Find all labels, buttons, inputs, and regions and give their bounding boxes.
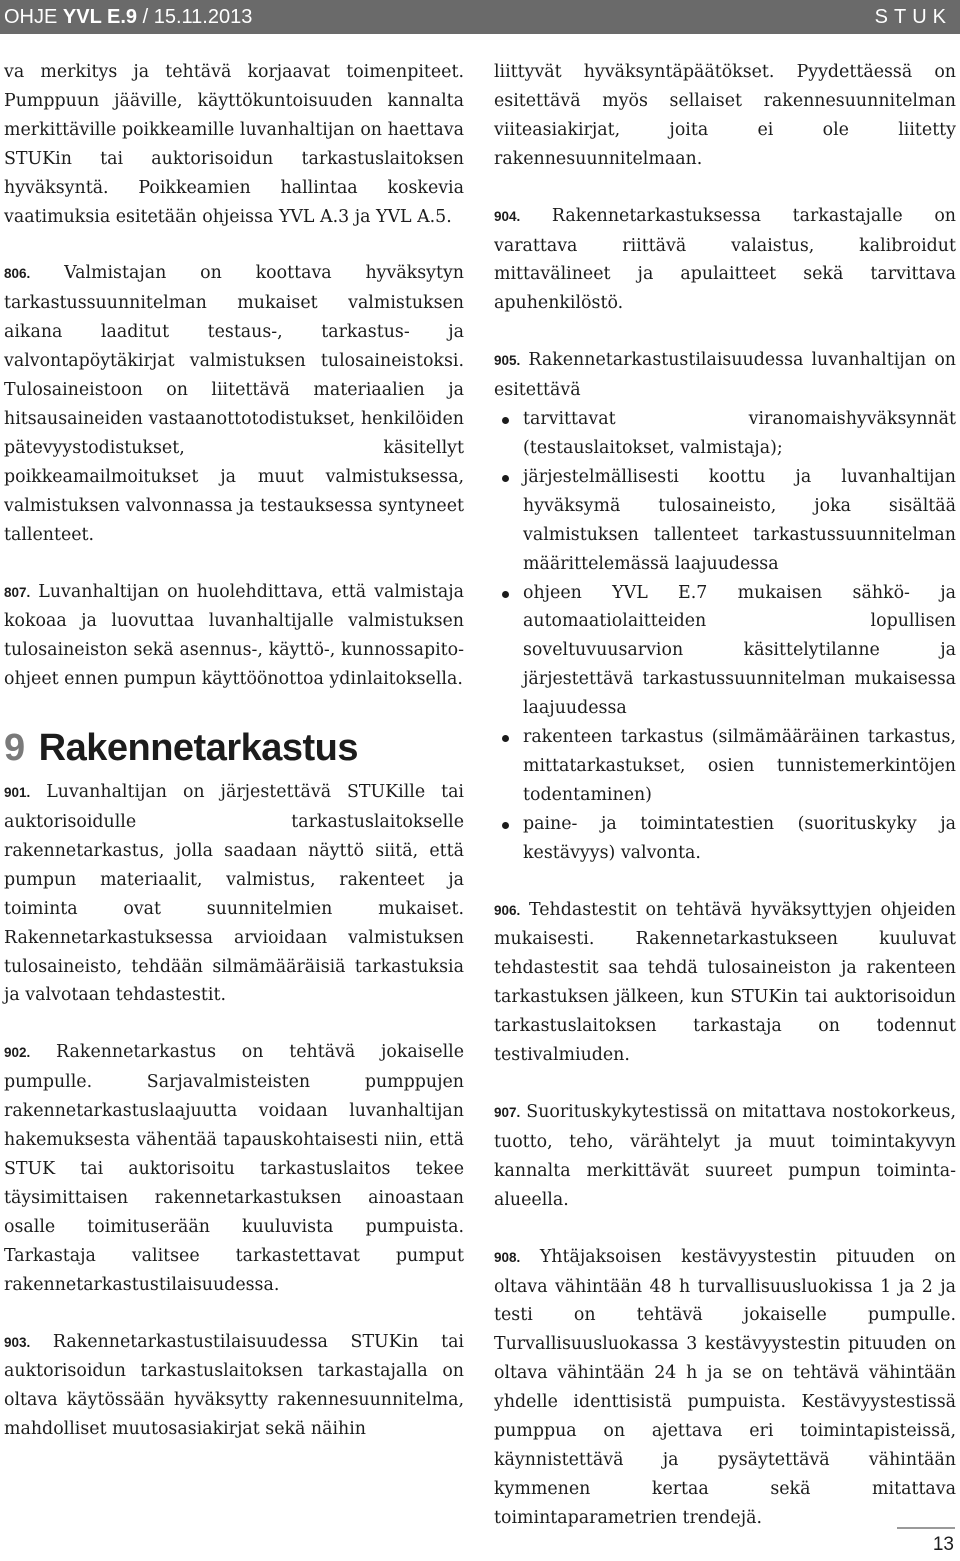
paragraph-text: Luvanhaltijan on huolehdittava, että valmistaja kokoaa ja luovuttaa luvanhaltijalle valmistuksen tulosaineiston sekä asennus-, käyttö-, kunnossapito-ohjeet ennen pumpun käyttöönottoa ydinlaitoksella. [4,581,464,690]
requirements-list [494,405,956,868]
section-number: 9 [4,727,25,770]
paragraph-text: Rakennetarkastustilaisuudessa STUKin tai auktorisoidun tarkastuslaitoksen tarkastajalla on oltava käytössään hyväksytty rakennesuunnitelma, mahdolliset muutosasiakirjat sekä näihin [4,1331,464,1440]
paragraph-807 [4,578,464,695]
paragraph-908 [494,1243,956,1533]
paragraph-intro: va merkitys ja tehtävä korjaavat toimenpiteet. Pumppuun jääville, käyttökuntoisuuden kannalta merkittäville poikkeamille luvanhaltijan on haettava STUKin tai auktorisoidun tarkastuslaitoksen hyväksyntä. Poikkeamien hallintaa koskevia vaatimuksia esitetään ohjeissa YVL A.3 ja YVL A.5. [4,62,464,227]
paragraph-904 [494,202,956,319]
list-item: tarvittavat viranomaishyväksynnät (testauslaitokset, valmistaja); [494,405,956,463]
guide-date: / 15.11.2013 [137,6,253,28]
guide-code: YVL E.9 [62,6,138,28]
ohje-label: OHJE [4,6,63,28]
paragraph-903 [4,1328,464,1445]
paragraph-number: 905. [494,353,521,369]
paragraph-text: Rakennetarkastustilaisuudessa luvanhaltijan on esitettävä [494,350,956,401]
section-title: Rakennetarkastus [38,727,359,770]
paragraph-text: Rakennetarkastuksessa tarkastajalle on varattava riittävä valaistus, kalibroidut mittavälineet ja apulaitteet sekä tarvittava apuhenkilöstö. [494,205,956,314]
paragraph-text: Tehdastestit on tehtävä hyväksyttyjen ohjeiden mukaisesti. Rakennetarkastukseen kuuluvat tehdastestit saa tehdä tulosaineiston ja rakenteen tarkastuksen jälkeen, kun STUKin tai auktorisoidun tarkastuslaitoksen tarkastaja on todennut testivalmiuden. [494,899,956,1066]
paragraph-905 [494,346,956,405]
paragraph-number: 904. [494,208,521,224]
right-column [494,58,956,1561]
paragraph-number: 807. [4,584,31,600]
paragraph-text: Suorituskykytestissä on mitattava nostokorkeus, tuotto, teho, värähtelyt ja muut toimintakyvyn kannalta merkittävät suureet pumpun toiminta-alueella. [494,1102,956,1210]
paragraph-number: 902. [4,1045,31,1061]
section-heading [4,722,464,774]
paragraph-907 [494,1098,956,1215]
list-item: paine- ja toimintatestien (suorituskyky ja kestävyys) valvonta. [494,810,956,868]
paragraph-902 [4,1038,464,1299]
paragraph-806 [4,259,464,549]
footer-rule [897,1527,955,1529]
paragraph-text: Luvanhaltijan on järjestettävä STUKille tai auktorisoidulle tarkastuslaitokselle rakennetarkastus, jolla saadaan näyttö siitä, että pumpun materiaalit, valmistus, rakenteet ja toiminta ovat suunnitelmien mukaiset. Rakennetarkastuksessa arvioidaan valmistuksen tulosaineisto, tehdään silmämääräisiä tarkastuksia ja valvotaan tehdastestit. [4,782,464,1006]
list-item: järjestelmällisesti koottu ja luvanhaltijan hyväksymä tulosaineisto, joka sisältää valmistuksen tallenteet tarkastussuunnitelman määrittelemässä laajuudessa [494,463,956,579]
organization-name: STUK [874,6,952,28]
page-header [0,0,960,34]
paragraph-number: 908. [494,1249,521,1265]
list-item: ohjeen YVL E.7 mukaisen sähkö- ja automaatiolaitteiden lopullisen soveltuvuusarvion käsittelytilanne ja järjestettävä tarkastussuunnitelman mukaisessa laajuudessa [494,579,956,724]
paragraph-901 [4,778,464,1010]
paragraph-906 [494,896,956,1070]
paragraph-number: 903. [4,1334,31,1350]
paragraph-text: Rakennetarkastus on tehtävä jokaiselle pumpulle. Sarjavalmisteisten pumppujen rakennetarkastuslaajuutta voidaan luvanhaltijan hakemuksesta vähentää tapauskohtaisesti niin, että STUK tai auktorisoitu tarkastuslaitos tekee täysimittaisen rakennetarkastuksen ainoastaan osalle toimituserään kuuluvista pumpuista. Tarkastaja valitsee tarkastettavat pumput rakennetarkastustilaisuudessa. [4,1042,464,1295]
list-item: rakenteen tarkastus (silmämääräinen tarkastus, mittatarkastukset, osien tunnistemerkintöjen todentaminen) [494,723,956,810]
paragraph-number: 906. [494,902,521,918]
paragraph-text: Yhtäjaksoisen kestävyystestin pituuden on oltava vähintään 48 h turvallisuusluokissa 1 ja 2 ja testi on tehtävä jokaiselle pumpulle. Turvallisuusluokassa 3 kestävyystestin pituuden on oltava vähintään 24 h ja se on tehtävä vähintään yhdelle identtisistä pumpuista. Kestävyystestissä pumppua on ajettava eri toimintapisteissä, käynnistettävä ja pysäytettävä vähintään kymmenen kertaa sekä mitattava toimintaparametrien trendejä. [494,1246,956,1528]
paragraph-number: 901. [4,785,31,801]
paragraph-number: 907. [494,1105,521,1120]
guide-reference [4,0,252,34]
paragraph-text: Valmistajan on koottava hyväksytyn tarkastussuunnitelman mukaiset valmistuksen aikana laaditut testaus-, tarkastus- ja valvontapöytäkirjat valmistuksen tulosaineistoksi. Tulosaineistoon on liitettävä materiaalien ja hitsausaineiden vastaanottotodistukset, henkilöiden pätevyystodistukset, käsitellyt poikkeamailmoitukset ja muut valmistuksessa, valmistuksen valvonnassa ja testauksessa syntyneet tallenteet. [4,263,464,545]
left-column [4,58,464,1472]
page-number: 13 [932,1534,954,1555]
paragraph-continued: liittyvät hyväksyntäpäätökset. Pyydettäessä on esitettävä myös sellaiset rakennesuunnitelman viiteasiakirjat, joita ei ole liitetty rakennesuunnitelmaan. [494,62,956,169]
paragraph-number: 806. [4,266,31,282]
